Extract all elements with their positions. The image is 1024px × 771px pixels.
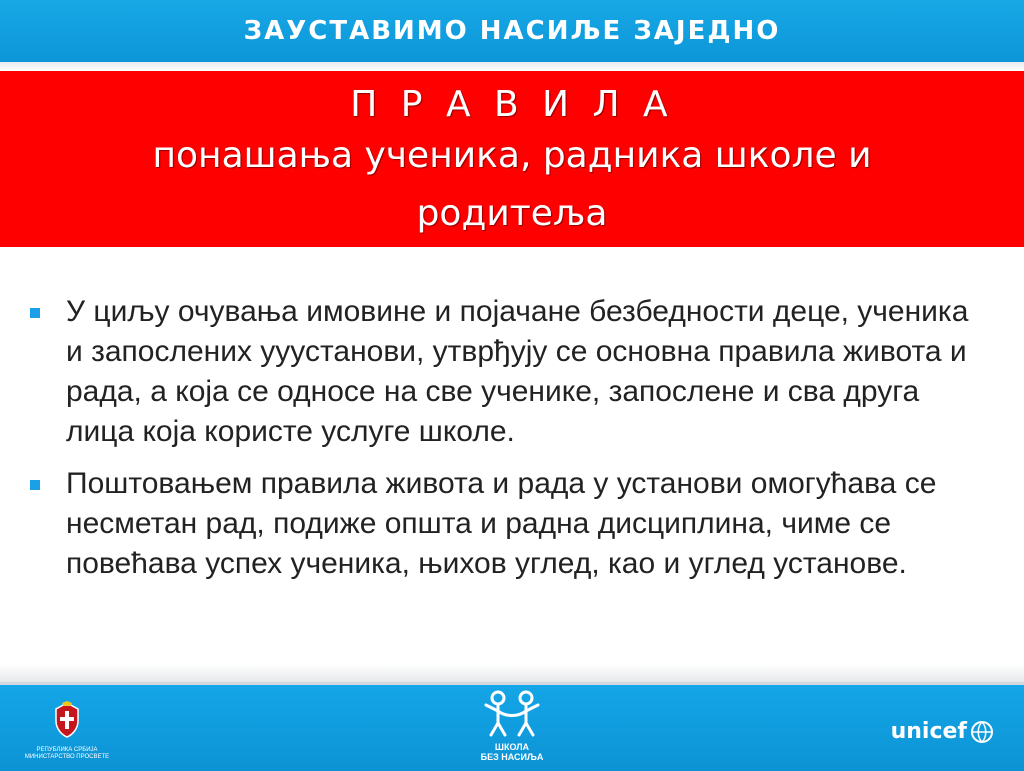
list-item xyxy=(0,292,1024,452)
center-logo-line2: БЕЗ НАСИЉА xyxy=(480,752,544,762)
page-title: П Р А В И Л А xyxy=(350,84,674,125)
bullet-square-icon xyxy=(30,480,40,490)
top-banner-text: ЗАУСТАВИМО НАСИЉЕ ЗАЈЕДНО xyxy=(243,16,781,46)
page-subtitle: понашања ученика, радника школе и родитеља xyxy=(152,135,872,234)
footer-banner xyxy=(0,682,1024,771)
unicef-logo xyxy=(891,719,994,744)
top-banner xyxy=(0,0,1024,66)
center-logo xyxy=(462,689,562,762)
bullet-text: Поштовањем правила живота и рада у установи омогућава се несметан рад, подиже општа и радна дисциплина, чиме се повећава успех ученика, њихов углед, као и углед установе. xyxy=(66,467,937,580)
top-divider xyxy=(0,62,1024,71)
content-area xyxy=(0,292,1024,596)
center-logo-line1: ШКОЛА xyxy=(494,742,530,752)
crest-caption: РЕПУБЛИКА СРБИЈА МИНИСТАРСТВО ПРОСВЕТЕ xyxy=(24,747,110,760)
unicef-globe-icon xyxy=(970,720,994,744)
crest-logo xyxy=(22,701,112,761)
bottom-divider xyxy=(0,664,1024,682)
title-band xyxy=(0,71,1024,247)
children-holding-hands-icon xyxy=(480,689,544,737)
list-item xyxy=(0,464,1024,584)
bullet-square-icon xyxy=(30,308,40,318)
bullet-text: У циљу очувања имовине и појачане безбедности деце, ученика и запослених ууустанови, утврђују се основна правила живота и рада, а која се односе на све ученике, запослене и сва друга лица која користе услуге школе. xyxy=(66,295,969,448)
coat-of-arms-icon xyxy=(52,701,82,739)
unicef-label: unicef xyxy=(890,719,967,744)
